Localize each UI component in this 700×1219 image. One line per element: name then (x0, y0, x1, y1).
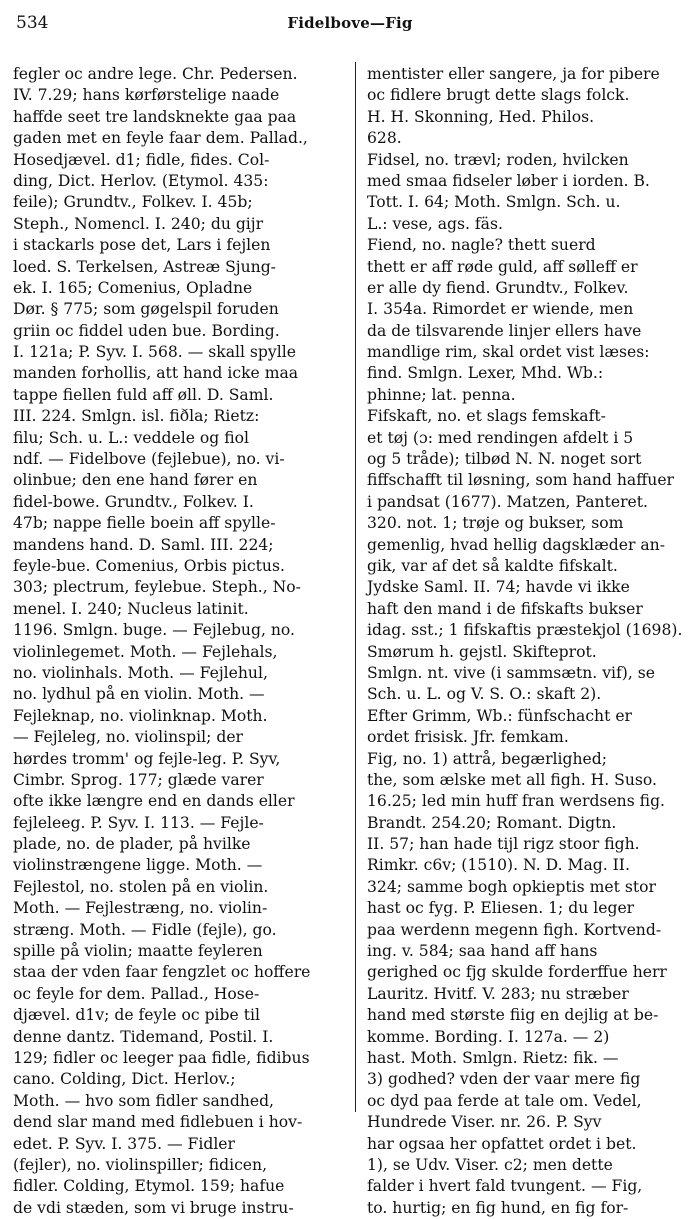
text-line: (fejler), no. violinspiller; fidicen, (13, 1155, 268, 1174)
text-line: no. lydhul på en violin. Moth. — (13, 685, 265, 704)
text-line: feile); Grundtv., Folkev. I. 45b; (13, 193, 253, 212)
text-line: ing. v. 584; saa hand aff hans (367, 942, 598, 961)
text-line: feyle-bue. Comenius, Orbis pictus. (13, 556, 285, 575)
text-line: fidel-bowe. Grundtv., Folkev. I. (13, 492, 254, 511)
text-line: har ogsaa her opfattet ordet i bet. (367, 1134, 637, 1153)
text-line: Efter Grimm, Wb.: fünfschacht er (367, 706, 633, 725)
text-line: med smaa fidseler løber i iorden. B. (367, 171, 650, 190)
text-line: Fidsel, no. trævl; roden, hvilcken (367, 150, 629, 169)
text-line: 1196. Smlgn. buge. — Fejlebug, no. (13, 621, 295, 640)
text-line: er alle dy fiend. Grundtv., Folkev. (367, 278, 629, 297)
text-line: Hosedjævel. d1; fidle, fides. Col- (13, 150, 270, 169)
text-line: fiffschafft til løsning, som hand haffuer (367, 471, 675, 490)
text-line: fegler oc andre lege. Chr. Pedersen. (13, 65, 298, 83)
text-line: et tøj (ɔ: med rendingen afdelt i 5 (367, 428, 634, 447)
page-number: 534 (16, 13, 49, 33)
page-header (0, 0, 700, 40)
text-line: gerighed oc fjg skulde forderffue herr (367, 963, 667, 982)
text-line: 47b; nappe fielle boein aff spylle- (13, 514, 276, 533)
text-line: ding, Dict. Herlov. (Etymol. 435: (13, 171, 269, 190)
text-line: i pandsat (1677). Matzen, Panteret. (367, 492, 648, 511)
text-line: find. Smlgn. Lexer, Mhd. Wb.: (367, 364, 604, 383)
text-line: de vdi stæden, som vi bruge instru- (13, 1198, 294, 1217)
text-line: H. H. Skonning, Hed. Philos. (367, 107, 595, 126)
text-line: 129; fidler oc leeger paa fidle, fidibus (13, 1048, 310, 1067)
text-line: paa werdenn megenn figh. Kortvend- (367, 920, 662, 939)
text-line: 320. not. 1; trøje og bukser, som (367, 514, 624, 533)
text-line: ndf. — Fidelbove (fejlebue), no. vi- (13, 450, 285, 469)
text-line: haft den mand i de fifskafts bukser (367, 599, 643, 618)
left-column (13, 64, 345, 1219)
right-column (367, 64, 688, 1219)
text-line: djævel. d1v; de feyle oc pibe til (13, 1006, 260, 1025)
text-line: Dør. § 775; som gøgelspil foruden (13, 300, 279, 319)
text-line: 303; plectrum, feylebue. Steph., No- (13, 578, 301, 597)
text-line: Tott. I. 64; Moth. Smlgn. Sch. u. (367, 193, 621, 212)
text-line: stræng. Moth. — Fidle (fejle), go. (13, 920, 277, 939)
text-line: Fejlestol, no. stolen på en violin. (13, 877, 269, 896)
text-line: 16.25; led min huff fran werdsens fig. (367, 792, 666, 811)
text-line: oc feyle for dem. Pallad., Hose- (13, 984, 260, 1003)
text-line: Sch. u. L. og V. S. O.: skaft 2). (367, 685, 602, 704)
text-line: 628. (367, 129, 402, 148)
text-line: filu; Sch. u. L.: veddele og fiol (13, 428, 250, 447)
text-line: no. violinhals. Moth. — Fejlehul, (13, 663, 268, 682)
text-line: ofte ikke længre end en dands eller (13, 792, 295, 811)
text-line: dend slar mand med fidlebuen i hov- (13, 1113, 303, 1132)
text-line: Jydske Saml. II. 74; havde vi ikke (367, 578, 630, 597)
text-line: gaden met en feyle faar dem. Pallad., (13, 129, 308, 148)
text-line: denne dantz. Tidemand, Postil. I. (13, 1027, 274, 1046)
running-head: Fidelbove—Fig (287, 14, 413, 32)
text-line: Moth. — hvo som fidler sandhed, (13, 1091, 275, 1110)
text-line: L.: vese, ags. fäs. (367, 214, 503, 233)
text-line: ordet frisisk. Jfr. femkam. (367, 728, 569, 747)
text-line: plade, no. de plader, på hvilke (13, 835, 251, 854)
text-line: Brandt. 254.20; Romant. Digtn. (367, 813, 617, 832)
text-line: da de tilsvarende linjer ellers have (367, 321, 642, 340)
text-line: idag. sst.; 1 fifskaftis præstekjol (1698). (367, 621, 683, 640)
text-line: tappe fiellen fuld aff øll. D. Saml. (13, 385, 274, 404)
text-line: Smlgn. nt. vive (i sammsætn. vif), se (367, 663, 655, 682)
text-line: Smørum h. gejstl. Skifteprot. (367, 642, 597, 661)
text-line: edet. P. Syv. I. 375. — Fidler (13, 1134, 235, 1153)
text-line: menel. I. 240; Nucleus latinit. (13, 599, 249, 618)
text-line: og 5 tråde); tilbød N. N. noget sort (367, 450, 642, 469)
text-line: I. 121a; P. Syv. I. 568. — skall spylle (13, 343, 296, 362)
text-line: Lauritz. Hvitf. V. 283; nu stræber (367, 984, 629, 1003)
text-line: phinne; lat. penna. (367, 385, 516, 404)
text-line: — Fejleleg, no. violinspil; der (13, 728, 244, 747)
text-line: griin oc fiddel uden bue. Bording. (13, 321, 280, 340)
text-line: violinstrængene ligge. Moth. — (13, 856, 263, 875)
text-line: ek. I. 165; Comenius, Opladne (13, 278, 253, 297)
text-line: Hundrede Viser. nr. 26. P. Syv (367, 1113, 602, 1132)
text-line: gik, var af det så kaldte fifskalt. (367, 556, 618, 575)
text-line: violinlegemet. Moth. — Fejlehals, (13, 642, 278, 661)
text-line: hørdes tromm' og fejle-leg. P. Syv, (13, 749, 281, 768)
text-line: Moth. — Fejlestræng, no. violin- (13, 899, 268, 918)
text-line: komme. Bording. I. 127a. — 2) (367, 1027, 610, 1046)
text-line: fidler. Colding, Etymol. 159; hafue (13, 1177, 285, 1196)
text-line: IV. 7.29; hans kørførstelige naade (13, 86, 280, 105)
text-line: hast. Moth. Smlgn. Rietz: fik. — (367, 1048, 619, 1067)
text-line: oc dyd paa ferde at tale om. Vedel, (367, 1091, 642, 1110)
text-line: olinbue; den ene hand fører en (13, 471, 258, 490)
text-line: thett er aff røde guld, aff sølleff er (367, 257, 638, 276)
text-line: Fiend, no. nagle? thett suerd (367, 236, 596, 255)
text-line: 324; samme bogh opkieptis met stor (367, 877, 656, 896)
text-line: Fejleknap, no. violinknap. Moth. (13, 706, 268, 725)
text-line: spille på violin; maatte feyleren (13, 942, 263, 961)
column-divider (355, 62, 356, 1112)
text-line: hand med største fiig en dejlig at be- (367, 1006, 659, 1025)
text-line: 1), se Udv. Viser. c2; men dette (367, 1155, 613, 1174)
text-line: Rimkr. c6v; (1510). N. D. Mag. II. (367, 856, 630, 875)
text-line: manden forhollis, att hand icke maa (13, 364, 299, 383)
text-line: gemenlig, hvad hellig dagsklæder an- (367, 535, 665, 554)
text-line: Steph., Nomencl. I. 240; du gijr (13, 214, 264, 233)
text-line: haffde seet tre landsknekte gaa paa (13, 107, 297, 126)
text-line: Fifskaft, no. et slags femskaft- (367, 407, 606, 426)
text-line: mandens hand. D. Saml. III. 224; (13, 535, 274, 554)
text-line: to. hurtig; en fig hund, en fig for- (367, 1198, 629, 1217)
text-line: II. 57; han hade tijl rigz stoor figh. (367, 835, 640, 854)
text-line: fejleleeg. P. Syv. I. 113. — Fejle- (13, 813, 264, 832)
text-line: cano. Colding, Dict. Herlov.; (13, 1070, 236, 1089)
text-line: Cimbr. Sprog. 177; glæde varer (13, 770, 264, 789)
text-line: III. 224. Smlgn. isl. fiðla; Rietz: (13, 407, 260, 426)
text-line: oc fidlere brugt dette slags folck. (367, 86, 630, 105)
text-line: Fig, no. 1) attrå, begærlighed; (367, 749, 607, 768)
text-line: i stackarls pose det, Lars i fejlen (13, 236, 271, 255)
text-line: I. 354a. Rimordet er wiende, men (367, 300, 634, 319)
text-line: hast oc fyg. P. Eliesen. 1; du leger (367, 899, 635, 918)
text-line: mentister eller sangere, ja for pibere (367, 65, 660, 83)
text-line: loed. S. Terkelsen, Astreæ Sjung- (13, 257, 276, 276)
text-line: staa der vden faar fengzlet oc hoffere (13, 963, 311, 982)
text-line: the, som ælske met all figh. H. Suso. (367, 770, 657, 789)
text-line: mandlige rim, skal ordet vist læses: (367, 343, 650, 362)
text-line: 3) godhed? vden der vaar mere fig (367, 1070, 641, 1089)
text-line: falder i hvert fald tvungent. — Fig, (367, 1177, 643, 1196)
